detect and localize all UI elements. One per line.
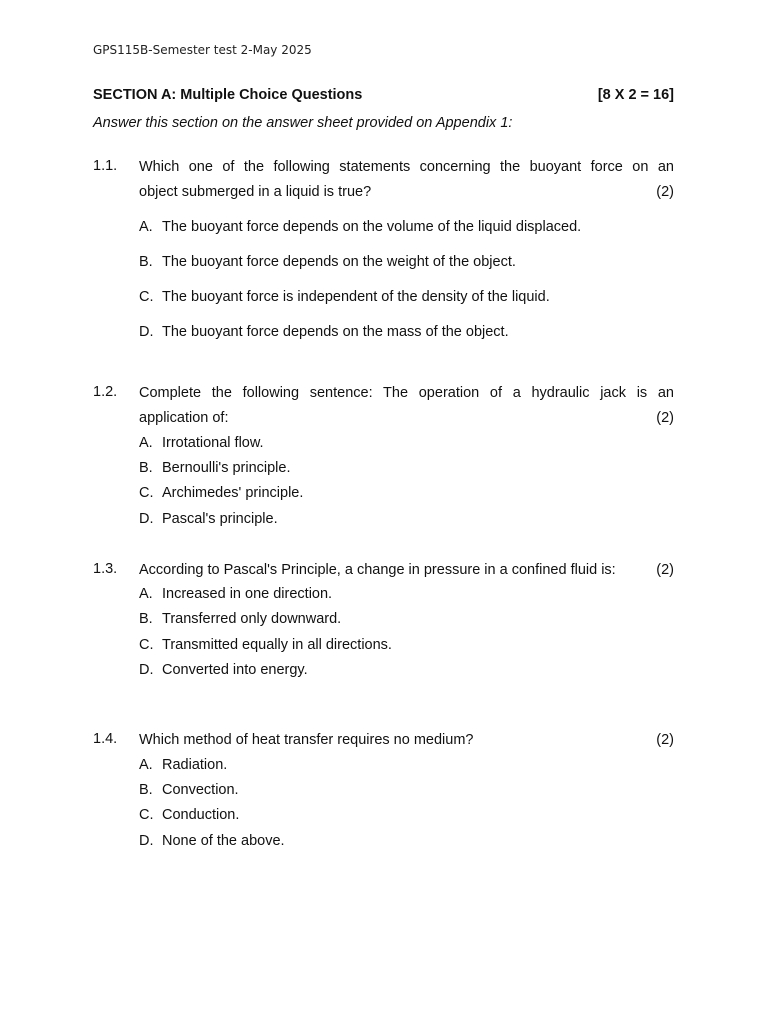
document-header: GPS115B-Semester test 2-May 2025 (93, 43, 312, 57)
option-1-2-a: A. Irrotational flow. (139, 435, 264, 451)
question-text-line: application of: (139, 410, 229, 426)
section-title: SECTION A: Multiple Choice Questions (93, 87, 363, 103)
question-marks: (2) (656, 732, 674, 748)
option-1-1-b: B. The buoyant force depends on the weight of the object. (139, 254, 516, 270)
question-number: 1.2. (93, 384, 118, 400)
question-number: 1.3. (93, 561, 118, 577)
question-text (139, 731, 674, 756)
question-text (139, 158, 674, 208)
question-text-line: Complete the following sentence: The operation of a hydraulic jack is an (139, 385, 674, 401)
question-text-line: object submerged in a liquid is true? (139, 184, 372, 200)
option-1-3-c: C. Transmitted equally in all directions. (139, 637, 392, 653)
section-heading (93, 87, 674, 103)
question-marks: (2) (656, 410, 674, 426)
option-1-1-c: C. The buoyant force is independent of the density of the liquid. (139, 289, 550, 305)
question-text-line: Which one of the following statements concerning the buoyant force on an (139, 159, 674, 175)
option-1-3-a: A. Increased in one direction. (139, 586, 333, 602)
option-1-2-d: D. Pascal's principle. (139, 511, 278, 527)
question-marks: (2) (656, 562, 674, 578)
option-1-2-c: C. Archimedes' principle. (139, 485, 304, 501)
option-1-1-a: A. The buoyant force depends on the volume of the liquid displaced. (139, 219, 582, 235)
section-instructions: Answer this section on the answer sheet provided on Appendix 1: (93, 115, 513, 131)
question-text (139, 384, 674, 434)
question-text-line: According to Pascal's Principle, a change in pressure in a confined fluid is: (139, 562, 616, 578)
option-1-2-b: B. Bernoulli's principle. (139, 460, 291, 476)
question-text (139, 561, 674, 586)
question-number: 1.1. (93, 158, 118, 174)
option-1-3-b: B. Transferred only downward. (139, 611, 342, 627)
question-number: 1.4. (93, 731, 118, 747)
option-1-4-b: B. Convection. (139, 782, 239, 798)
option-1-3-d: D. Converted into energy. (139, 662, 308, 678)
section-marks: [8 X 2 = 16] (597, 87, 674, 103)
option-1-4-a: A. Radiation. (139, 757, 228, 773)
option-1-4-c: C. Conduction. (139, 807, 240, 823)
question-text-line: Which method of heat transfer requires no medium? (139, 732, 474, 748)
option-1-4-d: D. None of the above. (139, 833, 285, 849)
option-1-1-d: D. The buoyant force depends on the mass of the object. (139, 324, 509, 340)
question-marks: (2) (656, 184, 674, 200)
